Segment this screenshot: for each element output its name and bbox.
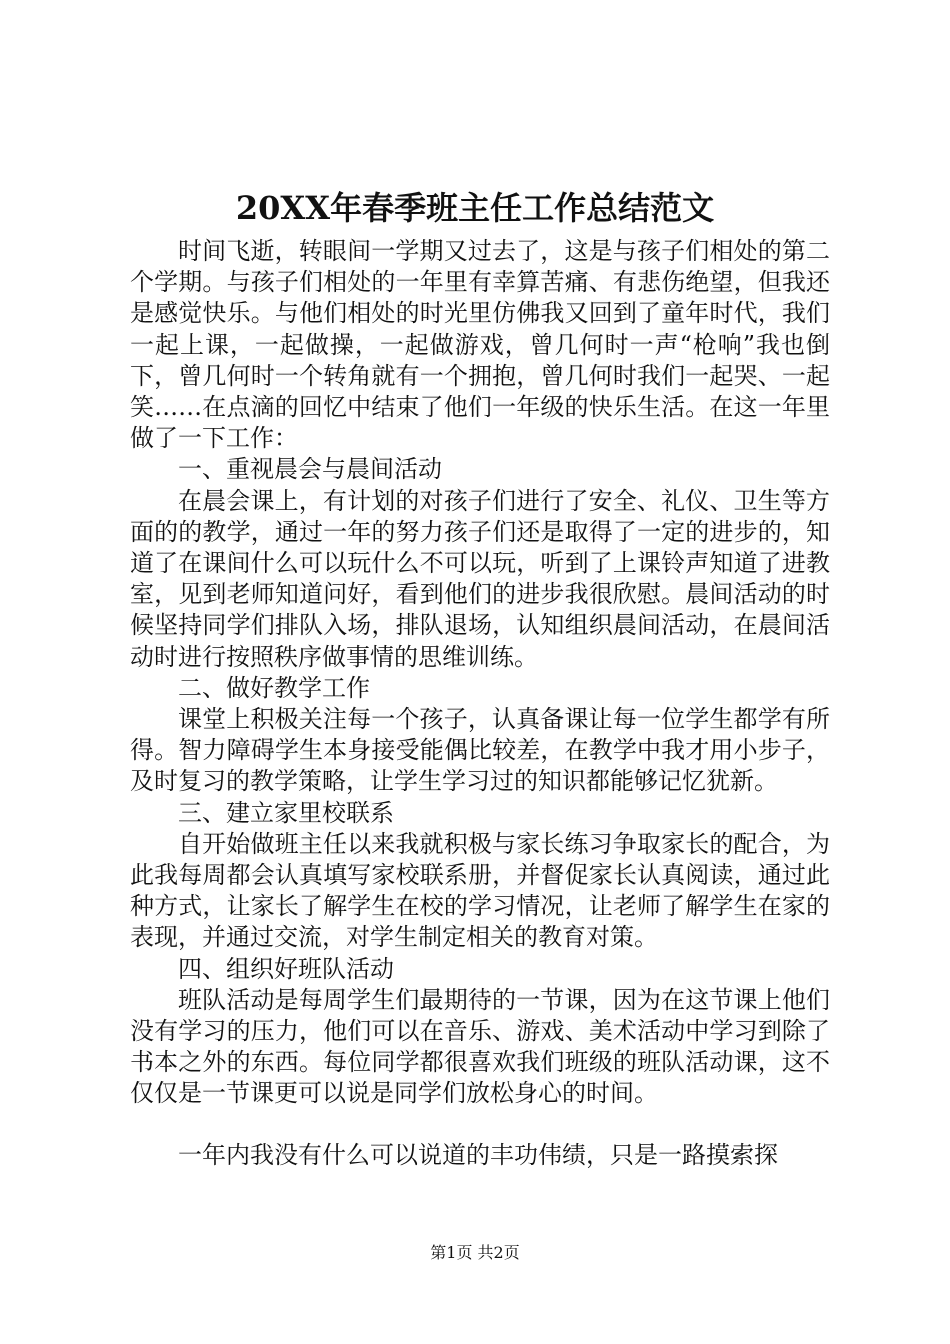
document-body — [130, 236, 830, 1171]
document-title: 20XX年春季班主任工作总结范文 — [235, 189, 715, 227]
section-paragraph-1: 在晨会课上，有计划的对孩子们进行了安全、礼仪、卫生等方面的的教学，通过一年的努力孩子们还是取得了一定的进步的，知道了在课间什么可以玩什么不可以玩，听到了上课铃声知道了进教室，见到老师知道问好，看到他们的进步我很欣慰。晨间活动的时候坚持同学们排队入场，排队退场，认知组织晨间活动，在晨间活动时进行按照秩序做事情的思维训练。 — [130, 486, 830, 671]
section-heading-4: 四、组织好班队活动 — [178, 954, 394, 983]
section-paragraph-4: 班队活动是每周学生们最期待的一节课，因为在这节课上他们没有学习的压力，他们可以在音乐、游戏、美术活动中学习到除了书本之外的东西。每位同学都很喜欢我们班级的班队活动课，这不仅仅是一节课更可以说是同学们放松身心的时间。 — [130, 985, 830, 1108]
intro-paragraph: 时间飞逝，转眼间一学期又过去了，这是与孩子们相处的第二个学期。与孩子们相处的一年里有幸算苦痛、有悲伤绝望，但我还是感觉快乐。与他们相处的时光里仿佛我又回到了童年时代，我们一起上课，一起做操，一起做游戏，曾几何时一声“枪响”我也倒下，曾几何时一个转角就有一个拥抱，曾几何时我们一起哭、一起笑……在点滴的回忆中结束了他们一年级的快乐生活。在这一年里做了一下工作： — [130, 237, 830, 453]
page-footer: 第1页 共2页 — [430, 1243, 520, 1262]
section-paragraph-3: 自开始做班主任以来我就积极与家长练习争取家长的配合，为此我每周都会认真填写家校联系册，并督促家长认真阅读，通过此种方式，让家长了解学生在校的学习情况，让老师了解学生在家的表现，并通过交流，对学生制定相关的教育对策。 — [130, 829, 830, 952]
section-heading-1: 一、重视晨会与晨间活动 — [178, 455, 442, 484]
section-heading-2: 二、做好教学工作 — [178, 673, 370, 702]
closing-paragraph: 一年内我没有什么可以说道的丰功伟绩，只是一路摸索探 — [178, 1140, 778, 1169]
section-heading-3: 三、建立家里校联系 — [178, 798, 394, 827]
section-paragraph-2: 课堂上积极关注每一个孩子，认真备课让每一位学生都学有所得。智力障碍学生本身接受能偶比较差，在教学中我才用小步子，及时复习的教学策略，让学生学习过的知识都能够记忆犹新。 — [130, 705, 830, 796]
